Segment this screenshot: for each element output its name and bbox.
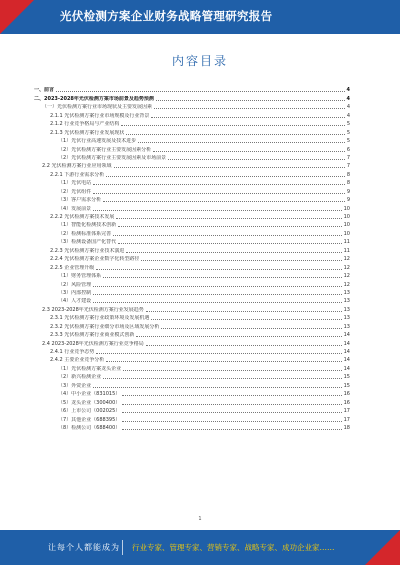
toc-entry-page: 14 [343,357,350,364]
toc-entry-label: 2.2.2 光伏检测方案技术发展 [50,214,115,220]
toc-leader-dots [122,395,341,396]
toc-leader-dots [151,117,344,118]
toc-entry-page: 7 [346,154,350,161]
toc-entry[interactable] [34,414,350,422]
toc-entry-page: 18 [343,424,350,431]
toc-entry-label: 2.1.3 光伏检测方案行业发展现状 [50,129,125,136]
toc-leader-dots [122,404,341,405]
toc-entry-page: 15 [343,374,350,381]
toc-entry-label: （1）智能化检测技术创新 [58,222,117,229]
toc-entry-page: 13 [343,315,350,322]
toc-leader-dots [93,184,345,185]
toc-entry[interactable] [34,195,350,203]
toc-entry-label: 2.3.2 光伏检测方案行业细分市场及区域发展分析 [50,323,160,330]
toc-entry-label: （2）光伏检测方案行业主要发展因素分析 [58,146,152,153]
toc-entry-label: （2）光伏组件 [58,188,92,195]
toc-leader-dots [122,412,341,413]
toc-entry[interactable] [34,347,350,355]
footer-slogan: 让每个人都能成为 [48,543,120,552]
toc-entry[interactable] [34,330,350,338]
toc-entry-label: 2.2.3 光伏检测方案行业技术演进 [50,247,125,254]
report-title: 光伏检测方案企业财务战略管理研究报告 [60,9,273,23]
toc-leader-dots [161,328,341,329]
toc-entry[interactable] [34,186,350,194]
toc-entry-page: 12 [343,256,350,263]
toc-leader-dots [106,361,341,362]
toc-entry-label: （4）中小企业（831015） [58,391,121,398]
toc-entry-label: （4）人才建设 [58,298,92,305]
toc-leader-dots [93,387,341,388]
toc-leader-dots [56,91,345,92]
toc-entry-label: 2.2.1 下游行业需求分析 [50,171,105,178]
toc-entry-label: （8）检测公司（688400） [58,424,121,431]
toc-entry[interactable] [34,313,350,321]
toc-leader-dots [113,235,341,236]
toc-entry-label: 二、2023-2028年光伏检测方案市场前景及趋势预测 [34,95,154,102]
toc-entry-label: 2.2.5 企业管理升级 [50,264,95,271]
toc-leader-dots [106,176,345,177]
toc-entry[interactable] [34,85,350,93]
toc-entry[interactable] [34,288,350,296]
toc-entry-page: 4 [346,95,350,102]
toc-entry[interactable] [34,212,350,220]
toc-leader-dots [114,167,345,168]
toc-leader-dots [118,226,341,227]
toc-entry-page: 17 [343,408,350,415]
toc-leader-dots [103,277,341,278]
toc-leader-dots [154,108,345,109]
toc-entry[interactable] [34,262,350,270]
toc-entry[interactable] [34,304,350,312]
toc-entry[interactable] [34,254,350,262]
toc-entry-label: （2）新兴检测企业 [58,374,102,381]
toc-entry-page: 10 [343,222,350,229]
toc-leader-dots [122,421,341,422]
toc-entry-page: 14 [343,349,350,355]
toc-entry-label: 一、前言 [34,87,55,94]
toc-entry[interactable] [34,220,350,228]
toc-entry-label: （一）光伏检测方案行业市场现状及主要发展因素 [42,104,153,111]
toc-entry-label: （3）检测设备国产化替代 [58,239,117,246]
toc-entry[interactable] [34,127,350,135]
toc-entry[interactable] [34,296,350,304]
toc-entry[interactable] [34,144,350,152]
toc-leader-dots [126,252,341,253]
toc-entry-label: （6）上市公司（002025） [58,408,121,415]
footer-accent-triangle [365,530,400,565]
toc-leader-dots [118,243,341,244]
toc-entry-page: 16 [343,399,350,406]
toc-entry-page: 14 [343,340,350,347]
toc-entry-page: 4 [346,87,350,94]
toc-entry-page: 5 [346,121,350,128]
toc-leader-dots [123,370,341,371]
toc-entry-page: 13 [343,323,350,330]
toc-entry-label: 2.4.1 行业竞争态势 [50,349,95,355]
toc-entry-page: 8 [346,180,350,187]
toc-entry-label: 2.4.2 主要企业竞争分析 [50,357,105,364]
toc-leader-dots [153,151,345,152]
toc-entry-label: （1）光伏行业高速发展及技术进步 [58,138,137,145]
toc-leader-dots [96,353,341,354]
toc-leader-dots [146,345,342,346]
toc-entry-page: 12 [343,281,350,288]
toc-entry[interactable] [34,389,350,397]
toc-entry[interactable] [34,338,350,346]
toc-entry[interactable] [34,169,350,177]
toc-entry-page: 12 [343,264,350,271]
toc-entry[interactable] [34,355,350,363]
toc-entry[interactable] [34,279,350,287]
toc-entry-page: 10 [343,205,350,212]
toc-entry[interactable] [34,93,350,101]
toc-entry-page: 10 [343,214,350,220]
toc-entry[interactable] [34,321,350,329]
toc-entry[interactable] [34,153,350,161]
header-accent-triangle [0,0,34,34]
toc-leader-dots [116,218,341,219]
toc-entry-label: 2.3 2023-2028年光伏检测方案行业发展趋势 [42,306,144,313]
toc-entry-page: 10 [343,230,350,237]
toc-entry-label: 2.2.4 光伏检测方案企业数字化转型路径 [50,256,140,263]
toc-entry[interactable] [34,136,350,144]
toc-entry-page: 17 [343,416,350,423]
toc-entry-label: 2.2 光伏检测方案行业应用领域 [42,163,112,170]
toc-entry[interactable] [34,110,350,118]
toc-entry-label: 2.1.1 光伏检测方案行业市场规模及行业背景 [50,112,150,119]
toc-entry-page: 7 [346,163,350,170]
toc-title: 内容目录 [171,54,228,68]
toc-entry-label: （3）内部控制 [58,289,92,296]
toc-entry-page: 13 [343,306,350,313]
toc-entry[interactable] [34,380,350,388]
toc-leader-dots [121,125,344,126]
toc-entry-label: （1）光伏电站 [58,180,92,187]
toc-leader-dots [126,134,344,135]
toc-entry-page: 5 [346,129,350,136]
table-of-contents [34,85,350,431]
toc-entry-page: 14 [343,332,350,339]
toc-entry-page: 12 [343,273,350,280]
toc-entry-label: 2.1.2 行业竞争格局与产业结构 [50,121,120,128]
toc-entry-page: 13 [343,298,350,305]
toc-entry-page: 5 [346,138,350,145]
toc-leader-dots [93,302,341,303]
toc-entry-label: 2.3.3 光伏检测方案行业商业模式创新 [50,332,135,339]
toc-entry-label: （2）风险管理 [58,281,92,288]
toc-entry-page: 6 [346,146,350,153]
toc-entry[interactable] [34,245,350,253]
toc-entry-page: 15 [343,382,350,389]
toc-leader-dots [141,260,341,261]
toc-leader-dots [103,201,345,202]
toc-entry-page: 16 [343,391,350,398]
toc-entry-label: （2）光伏检测方案行业主要发展因素及市场前景 [58,154,167,161]
toc-entry-label: （7）其他企业（688395） [58,416,121,423]
toc-entry-page: 14 [343,365,350,372]
toc-leader-dots [136,336,341,337]
toc-entry-page: 11 [343,239,350,246]
toc-entry-label: （2）检测标准体系完善 [58,230,112,237]
footer-partners: 行业专家、管理专家、营销专家、战略专家、成功企业家…… [132,543,335,552]
toc-entry-label: （1）光伏检测方案龙头企业 [58,365,122,372]
toc-entry[interactable] [34,102,350,110]
toc-leader-dots [156,100,345,101]
toc-entry-label: （1）财务管理体系 [58,273,102,280]
toc-entry-page: 8 [346,171,350,178]
header-banner [0,0,400,34]
toc-entry-page: 9 [346,188,350,195]
toc-entry-label: （4）发展前景 [58,205,92,212]
toc-leader-dots [151,319,341,320]
toc-leader-dots [103,378,341,379]
toc-entry[interactable] [34,161,350,169]
page-number: 1 [198,516,202,522]
toc-entry-page: 11 [343,247,350,254]
toc-leader-dots [93,210,341,211]
toc-leader-dots [96,269,341,270]
toc-entry[interactable] [34,397,350,405]
toc-entry-label: 2.4 2023-2028年光伏检测方案行业竞争格局 [42,340,144,347]
footer-divider [122,540,123,555]
toc-leader-dots [93,286,341,287]
toc-entry[interactable] [34,363,350,371]
toc-entry-label: （5）龙头企业（300400） [58,399,121,406]
toc-entry-page: 13 [343,289,350,296]
toc-entry[interactable] [34,406,350,414]
toc-leader-dots [93,294,341,295]
toc-entry-page: 4 [346,112,350,119]
toc-entry-page: 9 [346,197,350,204]
toc-entry[interactable] [34,271,350,279]
toc-entry[interactable] [34,372,350,380]
toc-leader-dots [93,193,345,194]
toc-leader-dots [138,142,345,143]
footer-banner [0,530,400,565]
toc-leader-dots [146,311,342,312]
toc-entry-label: （3）外资企业 [58,382,92,389]
toc-leader-dots [168,159,345,160]
toc-leader-dots [122,429,341,430]
toc-entry-label: 2.3.1 光伏检测方案行业政策环境及发展机遇 [50,315,150,322]
toc-entry[interactable] [34,178,350,186]
toc-entry[interactable] [34,228,350,236]
toc-entry-page: 4 [346,104,350,111]
toc-entry[interactable] [34,119,350,127]
toc-entry[interactable] [34,423,350,431]
toc-entry-label: （3）客户需求分析 [58,197,102,204]
toc-entry[interactable] [34,203,350,211]
toc-entry[interactable] [34,237,350,245]
